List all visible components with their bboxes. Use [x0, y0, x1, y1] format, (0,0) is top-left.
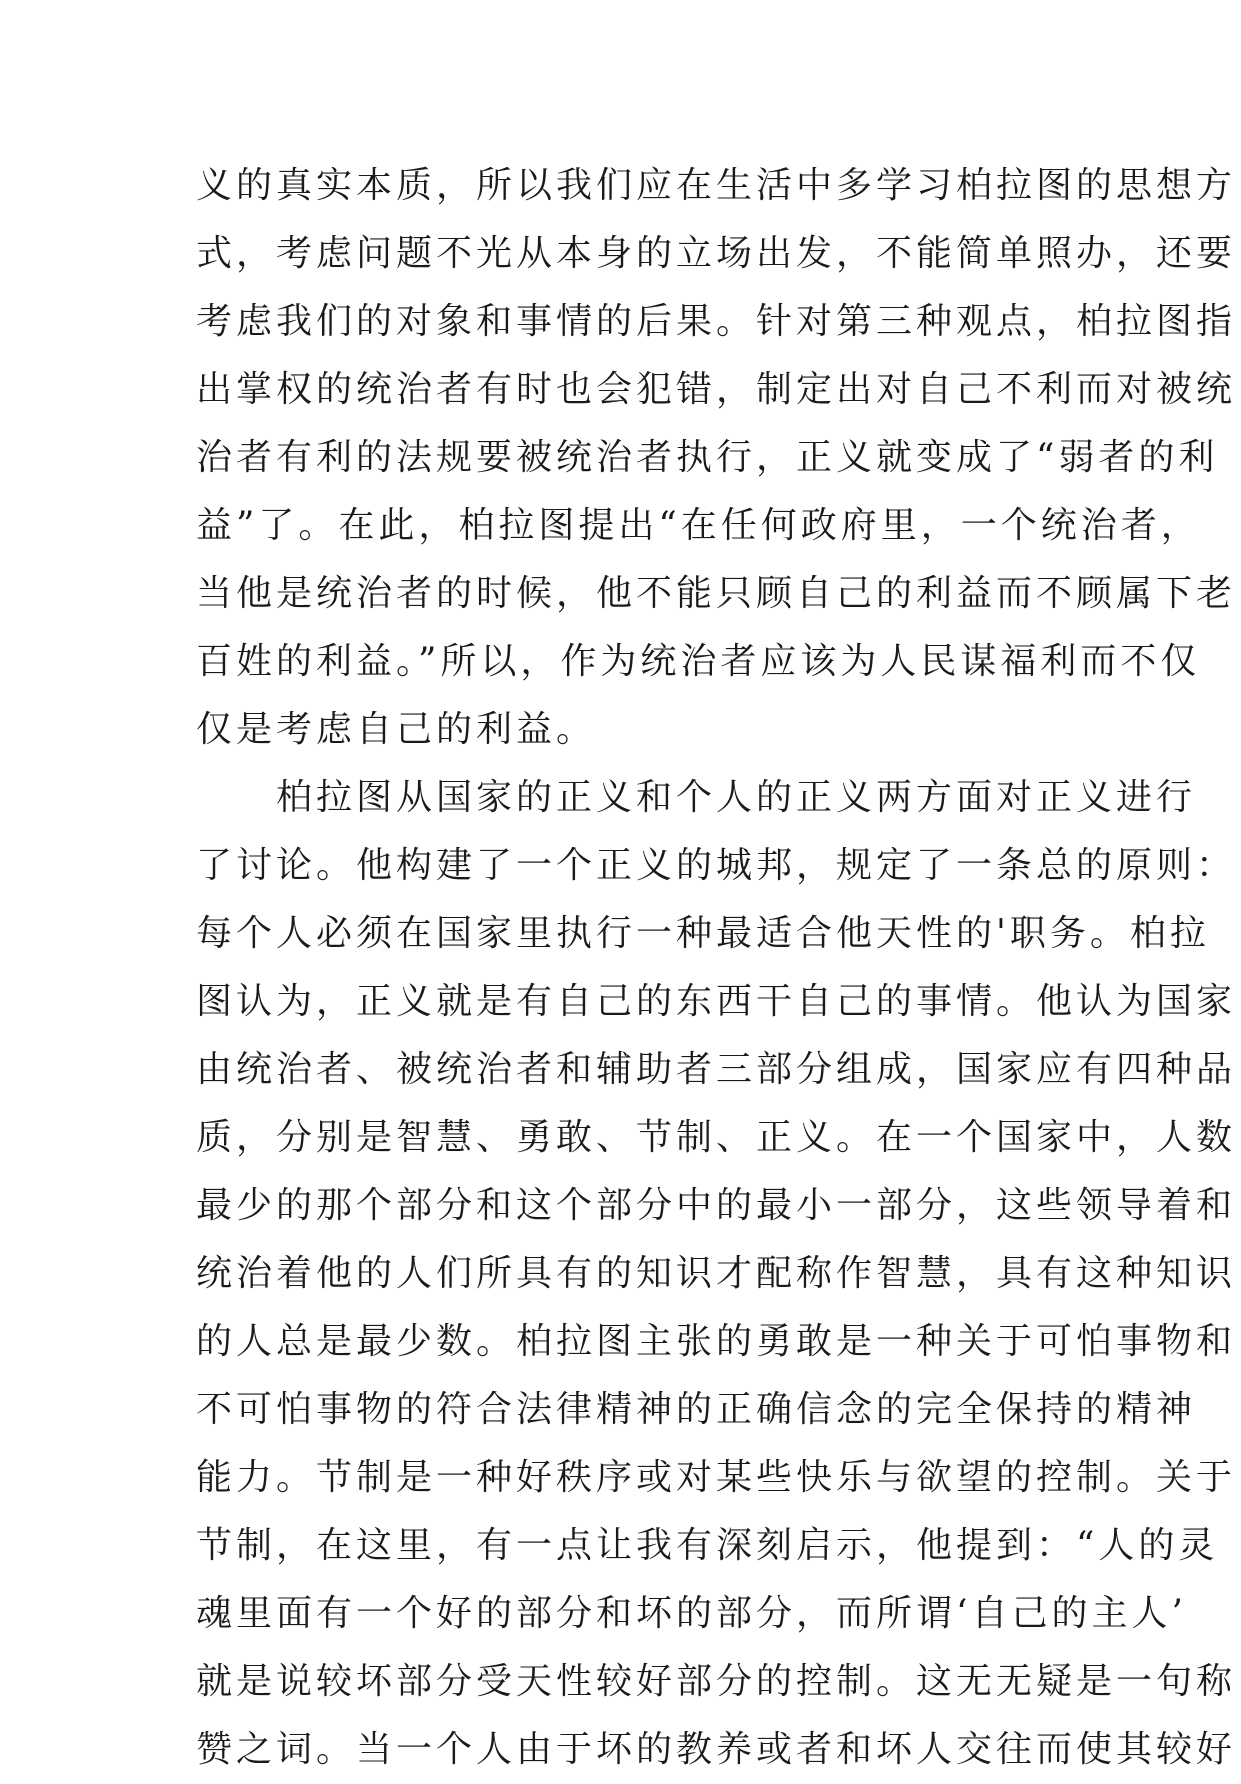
text-line: 最少的那个部分和这个部分中的最小一部分，这些领导着和 — [196, 1185, 1237, 1226]
text-line: 由统治者、被统治者和辅助者三部分组成，国家应有四种品 — [196, 1049, 1237, 1090]
text-line: 益”了。在此，柏拉图提出“在任何政府里，一个统治者， — [196, 505, 1201, 546]
text-line: 了讨论。他构建了一个正义的城邦，规定了一条总的原则： — [196, 845, 1237, 886]
text-line: 百姓的利益。”所以，作为统治者应该为人民谋福利而不仅 — [196, 641, 1201, 682]
text-line: 考虑我们的对象和事情的后果。针对第三种观点，柏拉图指 — [196, 301, 1237, 342]
text-line: 义的真实本质，所以我们应在生活中多学习柏拉图的思想方 — [196, 165, 1237, 206]
text-line: 的人总是最少数。柏拉图主张的勇敢是一种关于可怕事物和 — [196, 1321, 1237, 1362]
paragraph-first-line: 柏拉图从国家的正义和个人的正义两方面对正义进行 — [276, 777, 1197, 818]
text-line: 质，分别是智慧、勇敢、节制、正义。在一个国家中，人数 — [196, 1117, 1237, 1158]
body-text — [196, 152, 1237, 1784]
text-line: 每个人必须在国家里执行一种最适合他天性的'职务。柏拉 — [196, 913, 1210, 954]
text-line: 能力。节制是一种好秩序或对某些快乐与欲望的控制。关于 — [196, 1457, 1237, 1498]
text-line: 当他是统治者的时候，他不能只顾自己的利益而不顾属下老 — [196, 573, 1237, 614]
text-line: 不可怕事物的符合法律精神的正确信念的完全保持的精神 — [196, 1389, 1197, 1430]
text-line: 魂里面有一个好的部分和坏的部分，而所谓‘自己的主人’ — [196, 1593, 1187, 1634]
text-line: 统治着他的人们所具有的知识才配称作智慧，具有这种知识 — [196, 1253, 1237, 1294]
text-line: 图认为，正义就是有自己的东西干自己的事情。他认为国家 — [196, 981, 1237, 1022]
text-line: 赞之词。当一个人由于坏的教养或者和坏人交往而使其较好 — [196, 1729, 1237, 1770]
text-line: 出掌权的统治者有时也会犯错，制定出对自己不利而对被统 — [196, 369, 1237, 410]
text-line: 就是说较坏部分受天性较好部分的控制。这无无疑是一句称 — [196, 1661, 1237, 1702]
text-line: 节制，在这里，有一点让我有深刻启示，他提到：“人的灵 — [196, 1525, 1219, 1566]
text-line: 式，考虑问题不光从本身的立场出发，不能简单照办，还要 — [196, 233, 1237, 274]
text-line: 治者有利的法规要被统治者执行，正义就变成了“弱者的利 — [196, 437, 1219, 478]
text-line: 仅是考虑自己的利益。 — [196, 709, 597, 750]
